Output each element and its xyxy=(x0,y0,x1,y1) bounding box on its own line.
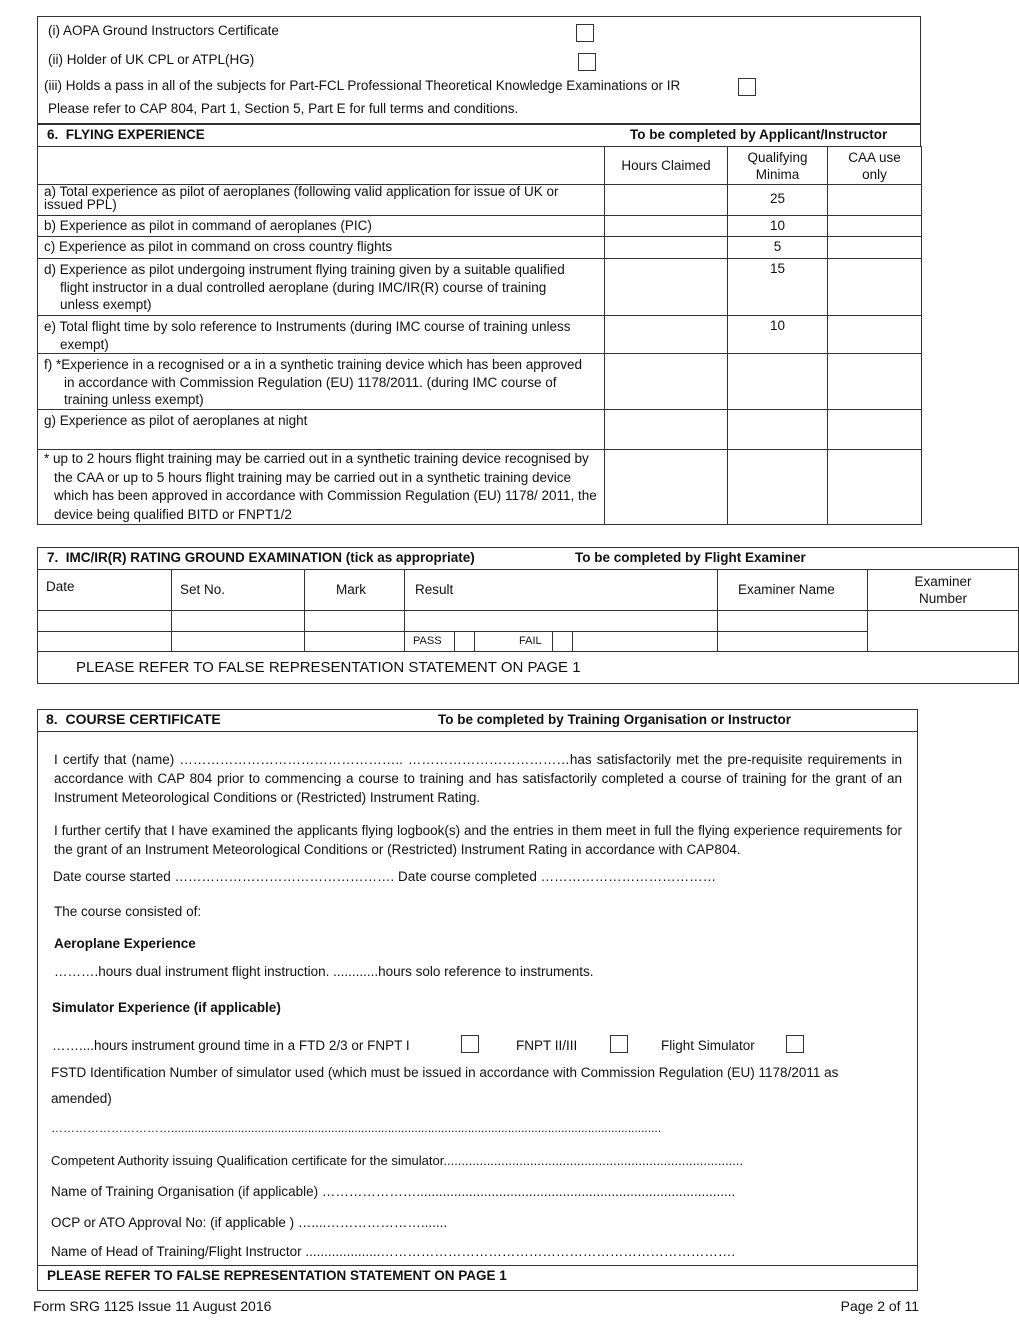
section7-completed-by: To be completed by Flight Examiner xyxy=(575,550,806,565)
col-examiner-name: Examiner Name xyxy=(718,570,868,611)
aeroplane-experience-line: ……….hours dual instrument flight instruction. ............hours solo reference to instruments. xyxy=(54,964,594,979)
minima-cell xyxy=(728,354,828,410)
approval-number-field[interactable]: OCP or ATO Approval No: (if applicable ) …....…………………....... xyxy=(51,1215,448,1230)
flying-experience-table xyxy=(37,146,922,525)
hours-claimed-cell[interactable] xyxy=(605,259,728,316)
table-row: f) *Experience in a recognised or a in a synthetic training device which has been approved in accordance with Commission Regulation (EU) 1178/2011. (during IMC course of training unless exempt) xyxy=(38,354,922,410)
course-dates: Date course started …………………………………………. Date course completed ………………………………… xyxy=(53,869,717,884)
fail-label: FAIL xyxy=(519,635,542,647)
simulator-experience-heading: Simulator Experience (if applicable) xyxy=(52,1000,281,1015)
table-row xyxy=(38,185,922,216)
section6-completed-by: To be completed by Applicant/Instructor xyxy=(630,127,888,142)
table-row xyxy=(38,450,922,525)
prerequisite-item-2: (ii) Holder of UK CPL or ATPL(HG) xyxy=(48,52,255,67)
section8-title: 8. COURSE CERTIFICATE xyxy=(46,711,221,727)
table-row: b) Experience as pilot in command of aeroplanes (PIC) 10 xyxy=(38,216,922,237)
examiner-name-input[interactable] xyxy=(718,611,868,632)
section7-warning: PLEASE REFER TO FALSE REPRESENTATION STATEMENT ON PAGE 1 xyxy=(38,652,1019,684)
date-input[interactable] xyxy=(38,611,172,632)
section8-warning: PLEASE REFER TO FALSE REPRESENTATION STATEMENT ON PAGE 1 xyxy=(47,1268,507,1283)
pass-checkbox[interactable] xyxy=(454,631,475,651)
course-consisted-label: The course consisted of: xyxy=(54,904,202,919)
section8-completed-by: To be completed by Training Organisation or Instructor xyxy=(438,712,792,727)
section7-title: 7. IMC/IR(R) RATING GROUND EXAMINATION (tick as appropriate) xyxy=(47,550,475,565)
prerequisite-checkbox-2[interactable] xyxy=(578,53,596,71)
minima-cell: 10 xyxy=(728,216,828,237)
col-hours-claimed: Hours Claimed xyxy=(605,147,728,185)
col-result: Result xyxy=(405,570,718,611)
hours-claimed-cell[interactable] xyxy=(605,354,728,410)
col-mark: Mark xyxy=(305,570,405,611)
certify-paragraph: I certify that (name) ………………………………………….. ………………………………has satisfactorily met the pre-requisite requirements in accordance with CAP 804 prior to commencing a course to training and has satisfactorily completed a course of training for the grant of an Instrument Meteorological Conditions or (Restricted) Instrument Rating. xyxy=(54,752,902,805)
fnpt-2-3-label: FNPT II/III xyxy=(516,1038,578,1053)
minima-cell xyxy=(728,410,828,450)
further-certify-paragraph: I further certify that I have examined the applicants flying logbook(s) and the entries in them meet in full the flying experience requirements for the grant of an Instrument Meteorological Conditions or (Restricted) Instrument Rating in accordance with CAP804. xyxy=(54,823,902,857)
set-no-input[interactable] xyxy=(172,611,305,632)
form-reference: Form SRG 1125 Issue 11 August 2016 xyxy=(33,1298,272,1314)
head-of-training-field[interactable]: Name of Head of Training/Flight Instructor ....................……………………………………………………………………. xyxy=(51,1244,736,1259)
fail-checkbox[interactable] xyxy=(552,631,573,651)
mark-input[interactable] xyxy=(305,611,405,632)
caa-cell xyxy=(828,216,922,237)
fstd-line-1: FSTD Identification Number of simulator used (which must be issued in accordance with Commission Regulation (EU) 1178/2011 as xyxy=(51,1065,839,1080)
hours-claimed-cell[interactable] xyxy=(605,237,728,259)
col-set-no: Set No. xyxy=(172,570,305,611)
fstd-line-2: amended) xyxy=(51,1091,112,1106)
simulator-hours-line: ……....hours instrument ground time in a FTD 2/3 or FNPT I xyxy=(52,1038,410,1053)
page-number: Page 2 of 11 xyxy=(840,1298,919,1314)
section8-header-divider xyxy=(37,731,918,732)
flight-simulator-label: Flight Simulator xyxy=(661,1038,755,1053)
ground-exam-table xyxy=(37,547,1019,684)
caa-cell xyxy=(828,259,922,316)
hours-claimed-cell[interactable] xyxy=(605,216,728,237)
competent-authority-field[interactable]: Competent Authority issuing Qualification certificate for the simulator................................................................................... xyxy=(51,1153,744,1168)
examiner-number-input[interactable] xyxy=(868,611,1019,652)
table-row: e) Total flight time by solo reference to Instruments (during IMC course of training unless exempt) 10 xyxy=(38,316,922,354)
col-caa-use: CAA use only xyxy=(828,147,922,185)
minima-cell: 10 xyxy=(728,316,828,354)
aeroplane-experience-heading: Aeroplane Experience xyxy=(54,936,196,951)
prerequisite-checkbox-1[interactable] xyxy=(576,24,594,42)
section8-warning-divider xyxy=(37,1265,918,1266)
prerequisite-item-1: (i) AOPA Ground Instructors Certificate xyxy=(48,23,279,38)
fstd-id-field[interactable]: …………………………................................................................................................................................................... xyxy=(51,1121,662,1135)
table-row: g) Experience as pilot of aeroplanes at night xyxy=(38,410,922,450)
row-a-text: a) Total experience as pilot of aeroplanes (following valid application for issue of UK or issued PPL) xyxy=(44,184,559,212)
prerequisite-note: Please refer to CAP 804, Part 1, Section 5, Part E for full terms and conditions. xyxy=(48,101,519,116)
section7-header xyxy=(38,548,1019,570)
caa-cell xyxy=(828,185,922,216)
table-row: d) Experience as pilot undergoing instrument flying training given by a suitable qualified flight instructor in a dual controlled aeroplane (during IMC/IR(R) course of training unless exempt) 15 xyxy=(38,259,922,316)
hours-claimed-cell[interactable] xyxy=(605,316,728,354)
col-date: Date xyxy=(38,570,172,611)
col-examiner-number: Examiner Number xyxy=(868,570,1019,611)
prerequisite-checkbox-3[interactable] xyxy=(738,78,756,96)
ftd-fnpt1-checkbox[interactable] xyxy=(461,1035,479,1053)
footnote-text: * up to 2 hours flight training may be carried out in a synthetic training device recognised by the CAA or up to 5 hours flight training may be carried out in a synthetic training device which has been approved in accordance with Commission Regulation (EU) 1178/ 2011, the device being qualified BITD or FNPT1/2 xyxy=(44,451,597,522)
fnpt-2-3-checkbox[interactable] xyxy=(610,1035,628,1053)
minima-cell: 5 xyxy=(728,237,828,259)
hours-claimed-cell[interactable] xyxy=(605,185,728,216)
pass-label: PASS xyxy=(413,635,442,647)
hours-claimed-cell[interactable] xyxy=(605,410,728,450)
caa-cell xyxy=(828,316,922,354)
flight-simulator-checkbox[interactable] xyxy=(786,1035,804,1053)
prerequisite-item-3: (iii) Holds a pass in all of the subjects for Part-FCL Professional Theoretical Knowledge Examinations or IR xyxy=(44,78,681,93)
caa-cell xyxy=(828,237,922,259)
caa-cell xyxy=(828,354,922,410)
training-organisation-field[interactable]: Name of Training Organisation (if applicable) …………………..................................................................................... xyxy=(51,1184,736,1199)
col-qualifying-minima: Qualifying Minima xyxy=(728,147,828,185)
caa-cell xyxy=(828,410,922,450)
minima-cell: 15 xyxy=(728,259,828,316)
section6-title: 6. FLYING EXPERIENCE xyxy=(47,127,205,142)
minima-cell: 25 xyxy=(728,185,828,216)
table-row: c) Experience as pilot in command on cross country flights 5 xyxy=(38,237,922,259)
